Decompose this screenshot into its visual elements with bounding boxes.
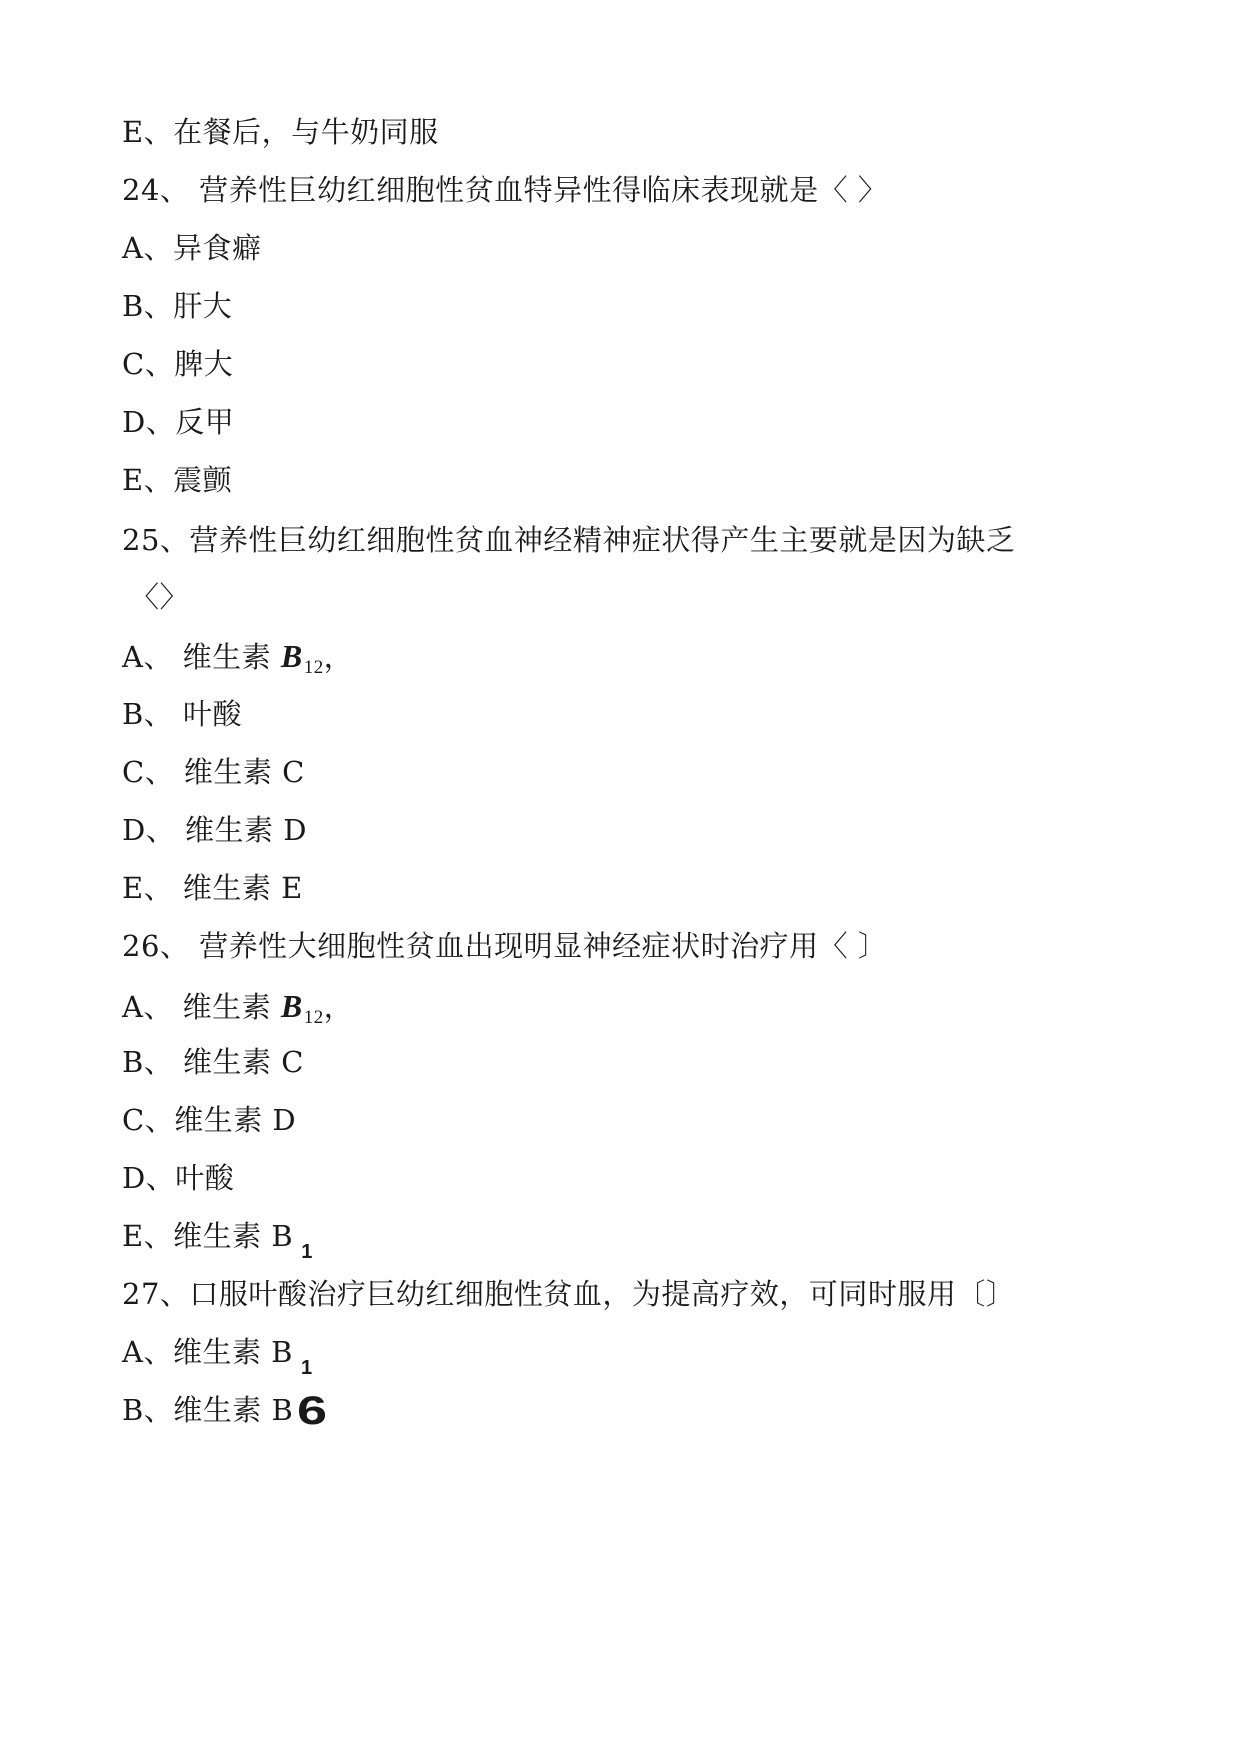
option-27-a-prefix: A、维生素 B	[122, 1335, 293, 1369]
option-26-e	[122, 1216, 313, 1272]
vitamin-b-subscript: 1	[301, 1241, 313, 1263]
option-25-a-prefix: A、 维生素	[122, 640, 281, 674]
vitamin-b-number: 6	[297, 1389, 329, 1433]
vitamin-b-subscript: 12	[303, 1007, 324, 1028]
option-24-b: B、肝大	[122, 289, 233, 323]
question-25: 25、营养性巨幼红细胞性贫血神经精神症状得产生主要就是因为缺乏	[122, 523, 1016, 557]
option-26-c: C、维生素 D	[122, 1103, 297, 1137]
option-25-d: D、 维生素 D	[122, 813, 307, 847]
option-26-e-prefix: E、维生素 B	[122, 1219, 294, 1253]
vitamin-b-subscript: 1	[300, 1357, 313, 1379]
option-25-b: B、 叶酸	[122, 697, 243, 731]
option-25-e: E、 维生素 E	[122, 871, 303, 905]
option-26-a-suffix: ，	[323, 990, 354, 1024]
option-27-b-prefix: B、维生素 B	[122, 1393, 294, 1427]
option-27-a	[122, 1332, 313, 1388]
option-25-c: C、 维生素 C	[122, 755, 305, 789]
option-26-a	[122, 986, 353, 1038]
question-25-bracket: 〈〉	[130, 580, 190, 614]
vitamin-b-subscript: 12	[303, 657, 324, 678]
option-25-a	[122, 636, 353, 688]
vitamin-b-symbol: B	[280, 988, 303, 1024]
option-24-e: E、震颤	[122, 463, 233, 497]
option-26-a-prefix: A、 维生素	[122, 990, 281, 1024]
option-27-b	[122, 1389, 329, 1433]
question-26: 26、 营养性大细胞性贫血出现明显神经症状时治疗用〈 〕	[122, 929, 888, 963]
option-23-e: E、在餐后，与牛奶同服	[122, 115, 439, 149]
option-25-a-suffix: ，	[323, 640, 354, 674]
question-24: 24、 营养性巨幼红细胞性贫血特异性得临床表现就是〈 〉	[122, 173, 888, 207]
question-27: 27、口服叶酸治疗巨幼红细胞性贫血，为提高疗效，可同时服用〔〕	[122, 1277, 1016, 1311]
option-26-d: D、叶酸	[122, 1161, 235, 1195]
option-24-c: C、脾大	[122, 347, 234, 381]
vitamin-b-symbol: B	[280, 638, 303, 674]
option-24-a: A、异食癖	[122, 231, 262, 265]
option-26-b: B、 维生素 C	[122, 1045, 304, 1079]
option-24-d: D、反甲	[122, 405, 235, 439]
